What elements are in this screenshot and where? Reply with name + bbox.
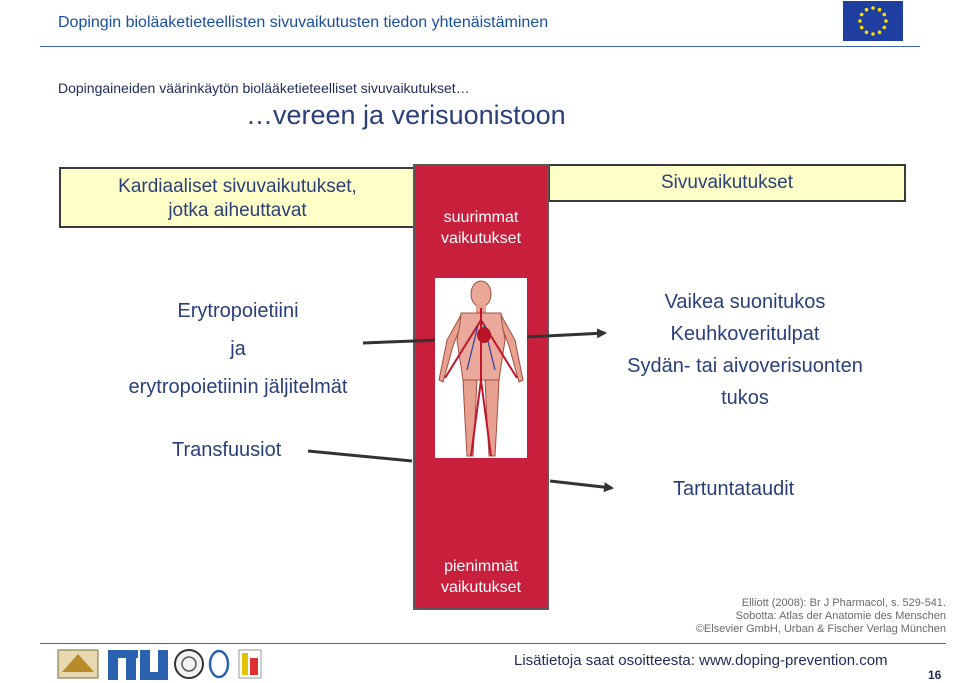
smallest-effects-line2: vaikutukset xyxy=(440,579,522,596)
subtitle: Dopingaineiden väärinkäytön biolääketieteelliset sivuvaikutukset… xyxy=(58,80,470,96)
side-effects-box: Sivuvaikutukset xyxy=(548,164,906,202)
smallest-effects-line1: pienimmät xyxy=(444,558,518,575)
epo-line3: erytropoietiinin jäljitelmät xyxy=(128,376,348,398)
cardiac-effects-line1: Kardiaaliset sivuvaikutukset, xyxy=(118,176,357,197)
footer-logos xyxy=(58,650,261,680)
slide-title: …vereen ja verisuonistoon xyxy=(246,100,566,130)
infection-label: Tartuntataudit xyxy=(673,478,795,500)
coat-of-arms-icon xyxy=(58,650,98,678)
cardiac-effects-line2: jotka aiheuttavat xyxy=(168,200,307,221)
largest-effects-line1: suurimmat xyxy=(443,209,519,226)
thrombosis-arrow xyxy=(527,333,605,337)
header-title: Dopingin bioläaketieteellisten sivuvaikutusten tiedon yhtenäistäminen xyxy=(58,14,549,31)
page-number: 16 xyxy=(928,668,942,682)
footer-contact: Lisätietoja saat osoitteesta: www.doping-prevention.com xyxy=(514,652,888,669)
largest-effects-line2: vaikutukset xyxy=(440,230,522,247)
footer-divider xyxy=(40,643,946,644)
program-logo-icon xyxy=(239,650,261,678)
university-seal-icon xyxy=(175,650,203,678)
effect-vascular-line: Sydän- tai aivoverisuonten xyxy=(627,355,863,377)
effect-pulmonary-embolism: Keuhkoveritulpat xyxy=(670,323,820,345)
human-circulatory-figure xyxy=(435,278,527,458)
tum-logo-icon xyxy=(108,650,168,680)
transfusion-connector xyxy=(308,451,412,461)
effect-vascular-line2: tukos xyxy=(721,387,769,409)
reference-3: ©Elsevier GmbH, Urban & Fischer Verlag München xyxy=(695,623,946,635)
transfusion-label: Transfuusiot xyxy=(172,439,282,461)
reference-1: Elliott (2008): Br J Pharmacol, s. 529-541. xyxy=(741,597,946,609)
epo-line1: Erytropoietiini xyxy=(177,300,299,322)
effect-thrombosis: Vaikea suonitukos xyxy=(664,291,826,313)
epo-line2: ja xyxy=(230,338,246,360)
infection-arrow xyxy=(550,481,612,488)
epo-connector xyxy=(363,340,440,343)
reference-2: Sobotta: Atlas der Anatomie des Menschen xyxy=(735,610,946,622)
references xyxy=(696,597,946,636)
partner-logo-icon xyxy=(210,651,228,677)
